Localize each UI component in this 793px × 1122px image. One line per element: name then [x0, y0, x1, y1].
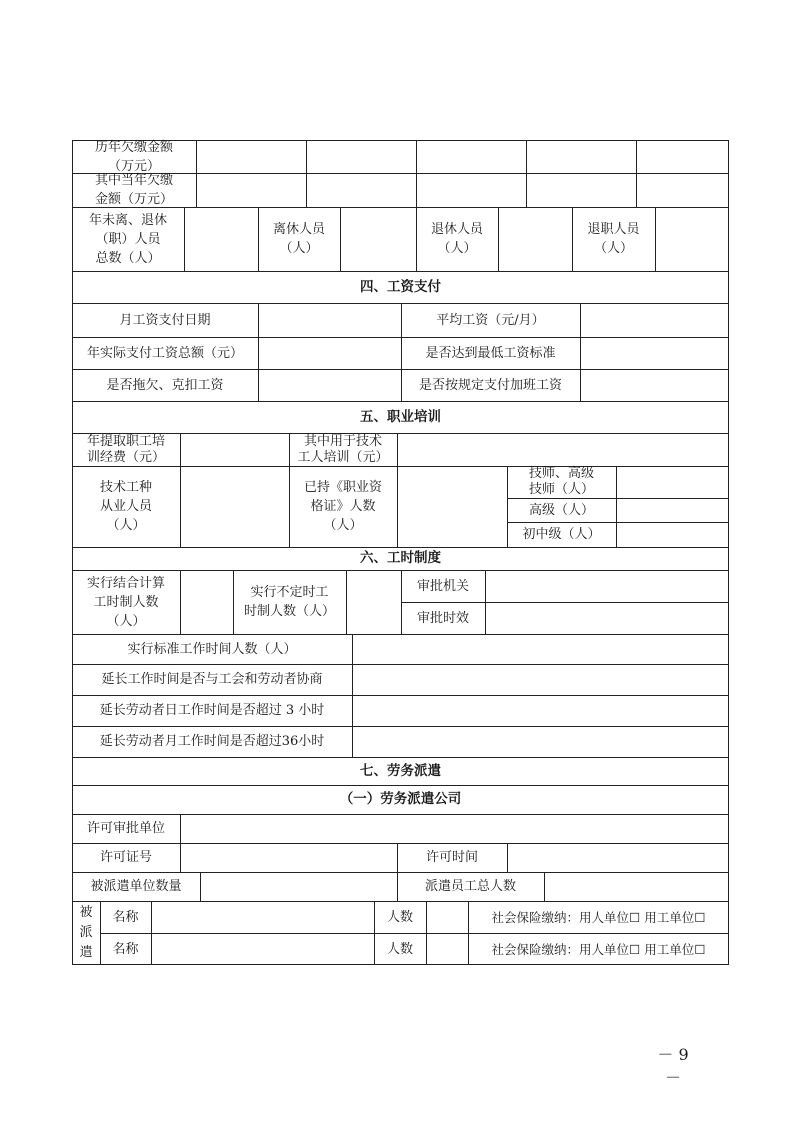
historical-arrears-label: 历年欠缴金额 （万元） [94, 139, 173, 174]
technician-label: 技师、高级 技师（人） [528, 466, 594, 497]
subsection-title-dispatch-company: （一）劳务派遣公司 [339, 791, 462, 807]
training-fund-label: 年提取职工培 训经费（元） [86, 433, 165, 465]
monthly-overtime-label: 延长劳动者月工作时间是否超过36小时 [99, 734, 325, 749]
license-time-label: 许可时间 [425, 850, 478, 865]
separated-staff-label: 离休人员 （人） [272, 222, 325, 256]
dispatched-side-label: 被 派 遣 [79, 905, 93, 960]
dispatch-row-1-name-label: 名称 [112, 909, 139, 925]
approval-term-label: 审批时效 [416, 610, 469, 626]
tech-worker-fund-label: 其中用于技术 工人培训（元） [297, 433, 389, 465]
section-title-wages: 四、工资支付 [360, 278, 441, 295]
min-wage-label: 是否达到最低工资标准 [425, 345, 556, 361]
tech-workers-label: 技术工种 从业人员 （人） [99, 480, 152, 533]
overtime-pay-label: 是否按规定支付加班工资 [418, 377, 562, 393]
pay-date-label: 月工资支付日期 [119, 312, 211, 328]
approval-org-label: 审批机关 [416, 578, 469, 594]
dispatched-units-label: 被派遣单位数量 [90, 879, 182, 894]
standard-hours-label: 实行标准工作时间人数（人） [127, 641, 297, 657]
overtime-negotiation-label: 延长工作时间是否与工会和劳动者协商 [101, 672, 323, 687]
dispatch-row-2-name-label: 名称 [112, 941, 139, 957]
license-no-label: 许可证号 [99, 850, 152, 865]
combined-hours-label: 实行结合计算 工时制人数 （人） [86, 575, 165, 629]
flexible-hours-label: 实行不定时工 时制人数（人） [243, 585, 335, 619]
total-dispatched-label: 派遣员工总人数 [424, 879, 516, 894]
section-title-hours: 六、工时制度 [360, 550, 441, 566]
current-year-arrears-label: 其中当年欠缴 金额（万元） [94, 173, 173, 207]
section-title-dispatch: 七、劳务派遣 [360, 762, 441, 779]
retired-staff-label: 退休人员 （人） [430, 222, 483, 256]
wage-arrears-label: 是否拖欠、克扣工资 [106, 377, 224, 393]
resigned-staff-label: 退职人员 （人） [587, 222, 640, 256]
dispatch-row-1-insurance-label: 社会保险缴纳：用人单位☐ 用工单位☐ [491, 909, 706, 925]
dispatch-row-2-count-label: 人数 [386, 941, 413, 957]
licensing-unit-label: 许可审批单位 [86, 821, 165, 836]
annual-wage-total-label: 年实际支付工资总额（元） [86, 345, 243, 361]
dispatch-row-2-insurance-label: 社会保险缴纳：用人单位☐ 用工单位☐ [491, 941, 706, 957]
avg-wage-label: 平均工资（元/月） [436, 312, 545, 328]
retirees-total-label: 年未离、退休 （职）人员 总数（人） [88, 212, 167, 266]
junior-mid-label: 初中级（人） [522, 527, 601, 542]
senior-label: 高级（人） [528, 502, 594, 518]
section-title-training: 五、职业培训 [360, 408, 441, 425]
page-number: － 9 － [657, 1045, 689, 1087]
certified-workers-label: 已持《职业资 格证》人数 （人） [303, 480, 382, 533]
daily-overtime-label: 延长劳动者日工作时间是否超过 3 小时 [99, 703, 325, 718]
dispatch-row-1-count-label: 人数 [386, 909, 413, 925]
